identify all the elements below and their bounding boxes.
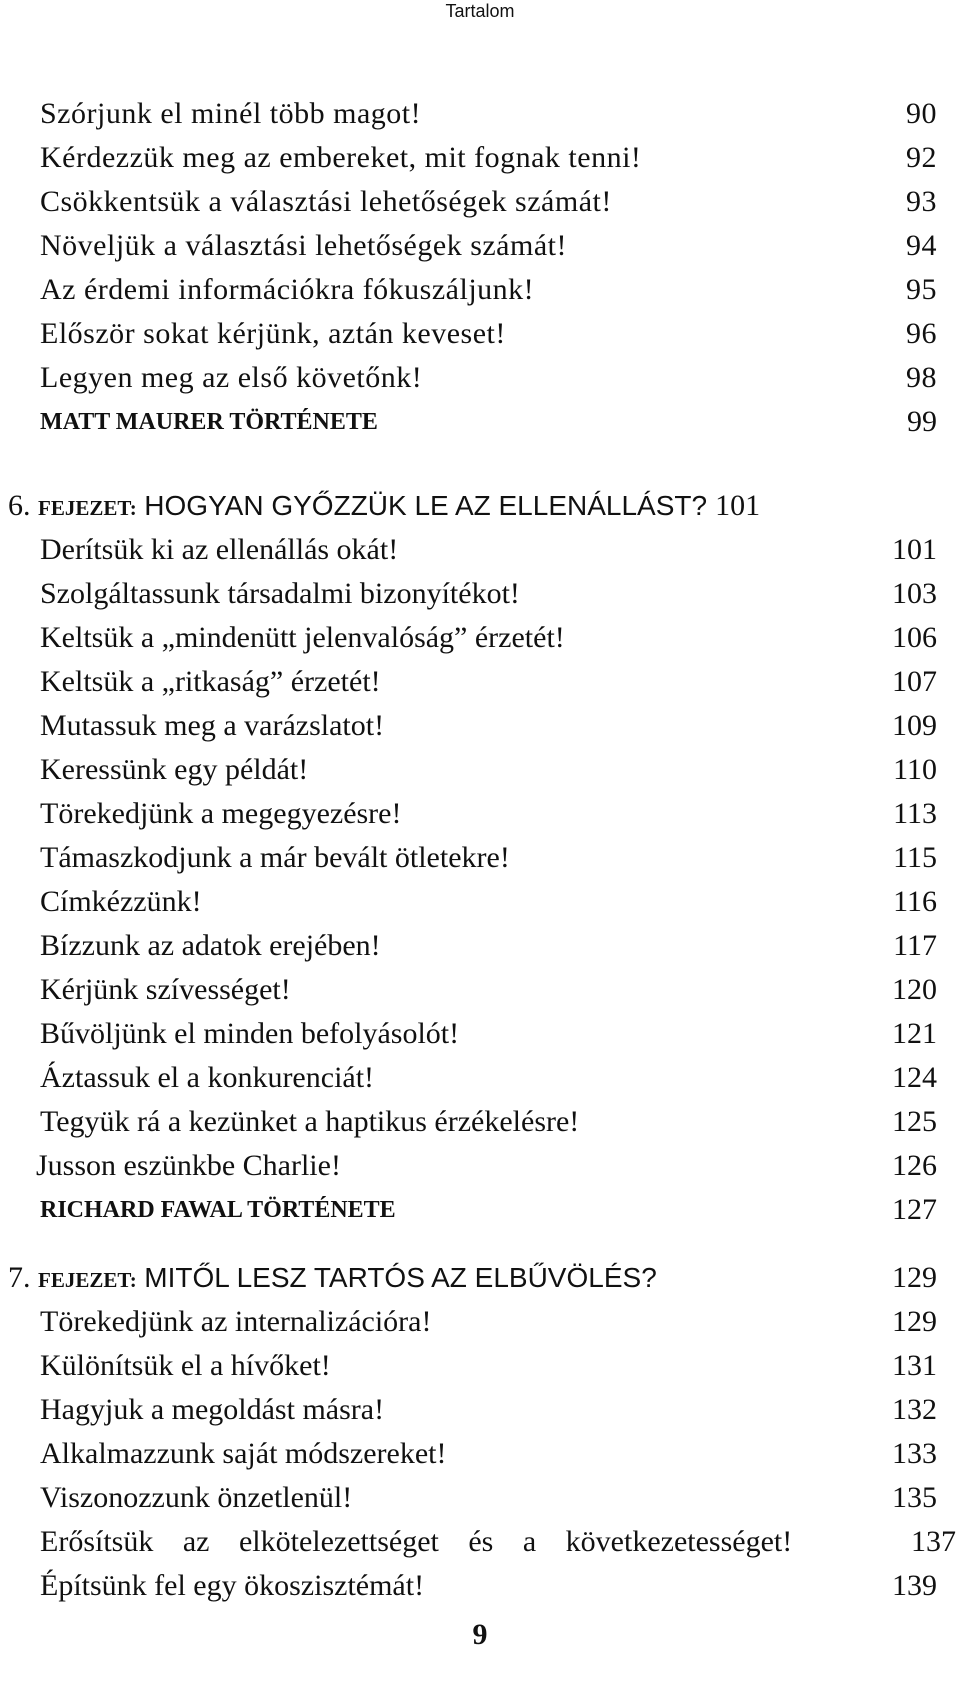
toc-entry-page: 135 [892,1481,937,1514]
toc-entry-page: 113 [893,797,937,830]
chapter-7-heading[interactable] [8,1256,937,1300]
toc-entry-page: 131 [892,1349,937,1382]
toc-entry-page: 117 [893,929,937,962]
toc-entry[interactable] [40,1012,937,1056]
toc-story-entry[interactable] [40,1188,937,1232]
toc-entry-page: 125 [892,1105,937,1138]
toc-entry-page: 103 [892,577,937,610]
toc-entry[interactable] [40,312,937,356]
toc-entry-page: 109 [892,709,937,742]
toc-entry-title: Legyen meg az első követőnk! [40,361,423,394]
toc-entry-page: 110 [893,753,937,786]
toc-entry[interactable] [40,660,937,704]
toc-entry-title: Keressünk egy példát! [40,753,309,786]
chapter-page: 101 [715,489,761,522]
toc-entry[interactable] [40,1100,937,1144]
toc-entry[interactable] [40,748,937,792]
toc-entry-title: Jusson eszünkbe Charlie! [36,1149,341,1182]
toc-entry[interactable] [40,1520,956,1564]
story-title: MATT MAURER TÖRTÉNETE [40,409,378,435]
toc-entry[interactable] [40,572,937,616]
toc-entry[interactable] [40,616,937,660]
toc-entry[interactable] [40,224,937,268]
toc-entry[interactable] [40,880,937,924]
toc-entry-title: Különítsük el a hívőket! [40,1349,331,1382]
toc-entry-title: Erősítsük az elkötelezettséget és a következetességet! [40,1525,793,1558]
toc-entry[interactable] [40,92,937,136]
story-title: RICHARD FAWAL TÖRTÉNETE [40,1197,396,1223]
toc-entry-page: 90 [906,97,937,130]
chapter-title: HOGYAN GYŐZZÜK LE AZ ELLENÁLLÁST? [144,490,708,521]
toc-entry-page: 95 [906,273,937,306]
toc-entry-page: 101 [892,533,937,566]
toc-entry-title: Kérdezzük meg az embereket, mit fognak tenni! [40,141,642,174]
toc-entry-page: 115 [893,841,937,874]
toc-entry-page: 129 [892,1305,937,1338]
chapter-page: 129 [892,1261,937,1294]
toc-entry-title: Mutassuk meg a varázslatot! [40,709,385,742]
toc-entry-title: Címkézzünk! [40,885,202,918]
toc-entry-title: Alkalmazzunk saját módszereket! [40,1437,447,1470]
page-header: Tartalom [445,1,515,21]
toc-entry-title: Tegyük rá a kezünket a haptikus érzékelésre! [40,1105,580,1138]
toc-entry-title: Törekedjünk a megegyezésre! [40,797,402,830]
chapter-6-heading[interactable] [8,484,937,528]
toc-entry-title: Növeljük a választási lehetőségek számát! [40,229,567,262]
toc-entry-title: Áztassuk el a konkurenciát! [40,1061,375,1094]
toc-entry-page: 121 [892,1017,937,1050]
toc-entry-page: 137 [911,1525,956,1558]
toc-entry-title: Bűvöljünk el minden befolyásolót! [40,1017,460,1050]
toc-entry-page: 120 [892,973,937,1006]
story-page: 99 [907,405,937,438]
toc-entry[interactable] [40,136,937,180]
toc-entry-page: 124 [892,1061,937,1094]
toc-entry[interactable] [40,1300,937,1344]
toc-entry-title: Derítsük ki az ellenállás okát! [40,533,399,566]
toc-entry-page: 92 [906,141,937,174]
toc-entry[interactable] [40,180,937,224]
toc-entry[interactable] [40,356,937,400]
toc-entry-title: Szórjunk el minél több magot! [40,97,422,130]
toc-entry[interactable] [40,1564,937,1608]
toc-entry-title: Keltsük a „ritkaság” érzetét! [40,665,381,698]
toc-entry[interactable] [40,1476,937,1520]
toc-entry-title: Hagyjuk a megoldást másra! [40,1393,385,1426]
story-page: 127 [892,1193,937,1226]
chapter-number: 7. [8,1261,31,1294]
toc-entry-page: 93 [906,185,937,218]
toc-entry-title: Szolgáltassunk társadalmi bizonyítékot! [40,577,520,610]
toc-entry-page: 106 [892,621,937,654]
toc-entry[interactable] [40,836,937,880]
toc-entry-page: 96 [906,317,937,350]
toc-entry-title: Keltsük a „mindenütt jelenvalóság” érzetét! [40,621,565,654]
toc-entry[interactable] [40,704,937,748]
toc-entry-title: Az érdemi információkra fókuszáljunk! [40,273,535,306]
toc-entry[interactable] [40,1344,937,1388]
toc-entry-title: Viszonozzunk önzetlenül! [40,1481,353,1514]
toc-entry-page: 139 [892,1569,937,1602]
chapter-title: MITŐL LESZ TARTÓS AZ ELBŰVÖLÉS? [144,1262,657,1293]
toc-entry-page: 126 [892,1149,937,1182]
chapter-label: FEJEZET: [38,496,137,520]
toc-entry[interactable] [40,968,937,1012]
toc-entry[interactable] [40,528,937,572]
toc-entry-title: Törekedjünk az internalizációra! [40,1305,432,1338]
toc-entry-page: 132 [892,1393,937,1426]
page-number: 9 [472,1618,488,1651]
toc-entry[interactable] [40,792,937,836]
toc-entry[interactable] [36,1144,937,1188]
toc-entry-page: 116 [893,885,937,918]
toc-entry[interactable] [40,1056,937,1100]
toc-entry[interactable] [40,268,937,312]
toc-entry[interactable] [40,1388,937,1432]
toc-entry-page: 94 [906,229,937,262]
toc-entry[interactable] [40,1432,937,1476]
toc-story-entry[interactable] [40,400,937,444]
toc-entry-title: Építsünk fel egy ökoszisztémát! [40,1569,425,1602]
toc-entry-title: Bízzunk az adatok erejében! [40,929,381,962]
toc-entry-title: Csökkentsük a választási lehetőségek számát! [40,185,612,218]
toc-entry-page: 98 [906,361,937,394]
toc-entry-page: 133 [892,1437,937,1470]
chapter-number: 6. [8,489,31,522]
chapter-label: FEJEZET: [38,1268,137,1292]
toc-entry[interactable] [40,924,937,968]
toc-entry-title: Kérjünk szívességet! [40,973,291,1006]
toc-entry-title: Támaszkodjunk a már bevált ötletekre! [40,841,510,874]
toc-entry-page: 107 [892,665,937,698]
toc-entry-title: Először sokat kérjünk, aztán keveset! [40,317,506,350]
